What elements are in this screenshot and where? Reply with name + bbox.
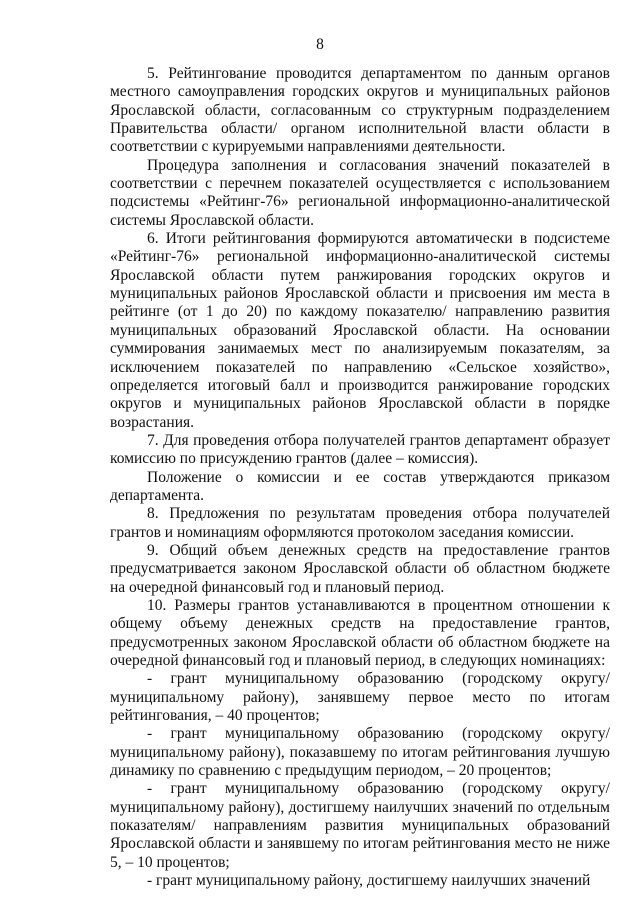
paragraph-6: 6. Итоги рейтингования формируются автоматически в подсистеме «Рейтинг-76» региональной информационно-аналитической системы Ярославской области путем ранжирования городских округов и муниципальных районов Ярославской области и присвоения им места в рейтинге (от 1 до 20) по каждому показателю/ направлению развития муниципальных образований Ярославской области. На основании суммирования занимаемых мест по анализируемым показателям, за исключением показателей по направлению «Сельское хозяйство», определяется итоговый балл и производится ранжирование городских округов и муниципальных районов Ярославской области в порядке возрастания. bbox=[110, 230, 610, 431]
page-number: 8 bbox=[316, 36, 324, 53]
paragraph-9: 9. Общий объем денежных средств на предоставление грантов предусматривается законом Ярославской области об областном бюджете на очередной финансовый год и плановый период. bbox=[110, 541, 610, 596]
list-item-best-dynamics: - грант муниципальному образованию (городскому округу/ муниципальному району), показавшему по итогам рейтингования лучшую динамику по сравнению с предыдущим периодом, – 20 процентов; bbox=[110, 725, 610, 780]
paragraph-7: 7. Для проведения отбора получателей грантов департамент образует комиссию по присуждению грантов (далее – комиссия). bbox=[110, 431, 610, 468]
list-item-best-indicators: - грант муниципальному образованию (городскому округу/ муниципальному району), достигшему наилучших значений по отдельным показателям/ направлениям развития муниципальных образований Ярославской области и занявшему по итогам рейтингования место не ниже 5, – 10 процентов; bbox=[110, 780, 610, 871]
paragraph-8: 8. Предложения по результатам проведения отбора получателей грантов и номинациям оформляются протоколом заседания комиссии. bbox=[110, 505, 610, 541]
paragraph-5: 5. Рейтингование проводится департаментом по данным органов местного самоуправления городских округов и муниципальных районов Ярославской области, согласованным со структурным подразделением Правительства области/ органом исполнительной власти области в соответствии с курируемыми направлениями деятельности. bbox=[110, 65, 610, 156]
list-item-first-place: - грант муниципальному образованию (городскому округу/ муниципальному району), занявшему первое место по итогам рейтингования, – 40 процентов; bbox=[110, 670, 610, 725]
list-item-municipal-district: - грант муниципальному району, достигшему наилучших значений bbox=[147, 872, 591, 890]
paragraph-procedure: Процедура заполнения и согласования значений показателей в соответствии с перечнем показателей осуществляется с использованием подсистемы «Рейтинг-76» региональной информационно-аналитической системы Ярославской области. bbox=[110, 156, 610, 229]
paragraph-10: 10. Размеры грантов устанавливаются в процентном отношении к общему объему денежных средств на предоставление грантов, предусмотренных законом Ярославской области об областном бюджете на очередной финансовый год и плановый период, в следующих номинациях: bbox=[110, 596, 610, 669]
paragraph-commission-regulation: Положение о комиссии и ее состав утверждаются приказом департамента. bbox=[110, 468, 610, 504]
document-body bbox=[110, 65, 610, 890]
